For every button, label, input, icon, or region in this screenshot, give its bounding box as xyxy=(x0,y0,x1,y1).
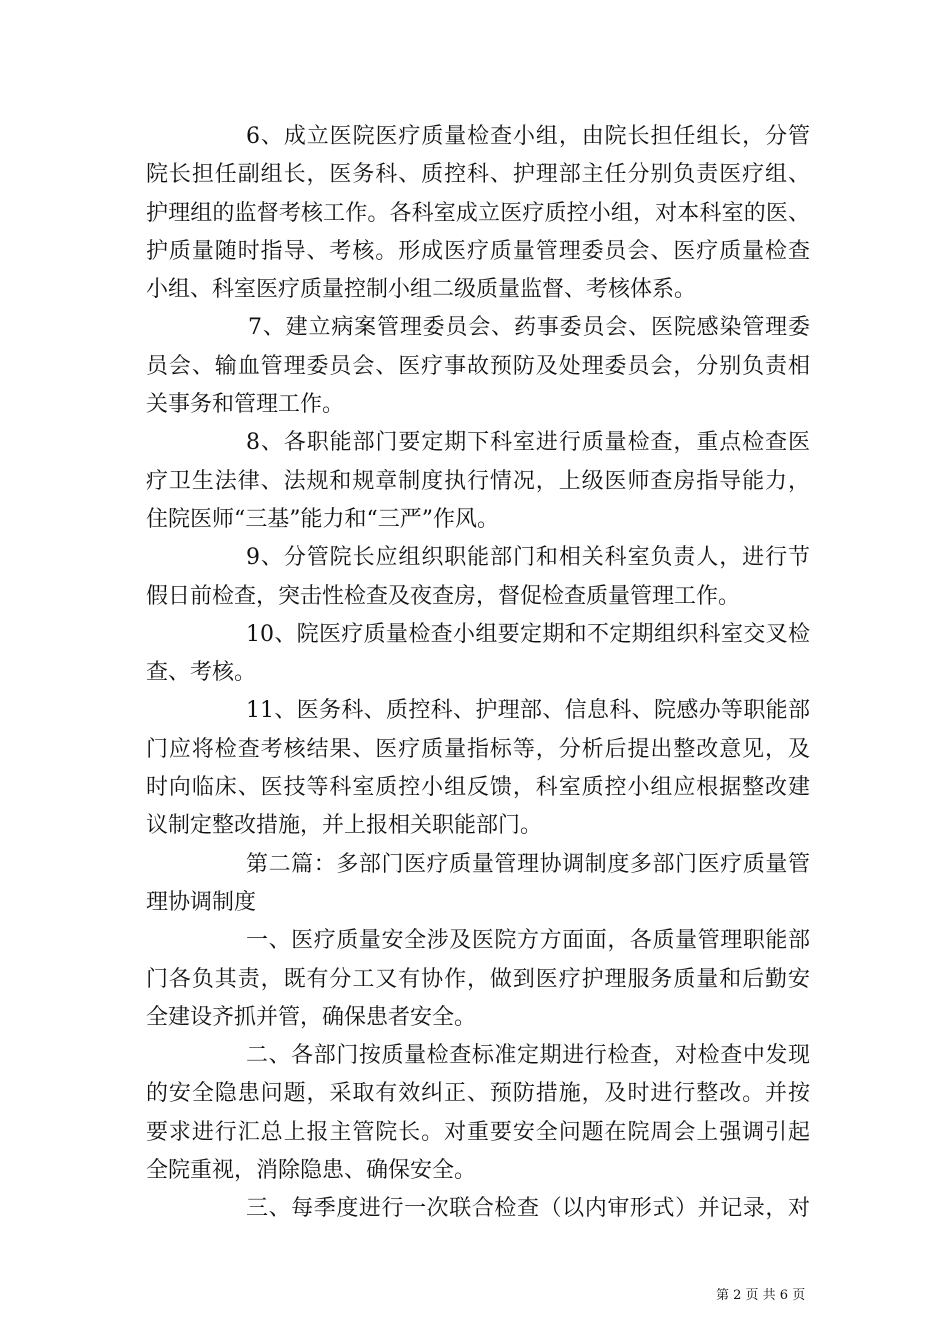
section-1-line-2: 门各负其责，既有分工又有协作，做到医疗护理服务质量和后勤安 xyxy=(146,966,810,992)
paragraph-8-line-1: 8、各职能部门要定期下科室进行质量检查，重点检查医 xyxy=(246,430,810,456)
paragraph-11-line-2: 门应将检查考核结果、医疗质量指标等，分析后提出整改意见，及 xyxy=(146,736,810,762)
paragraph-9-line-2: 假日前检查，突击性检查及夜查房，督促检查质量管理工作。 xyxy=(146,583,741,609)
paragraph-10-line-2: 查、考核。 xyxy=(146,660,257,686)
paragraph-6-line-5: 小组、科室医疗质量控制小组二级质量监督、考核体系。 xyxy=(146,277,697,303)
section-3-line-1: 三、每季度进行一次联合检查（以内审形式）并记录，对 xyxy=(246,1196,810,1222)
section-2-line-4: 全院重视，消除隐患、确保安全。 xyxy=(146,1158,477,1184)
chapter-two-title-line-1: 第二篇：多部门医疗质量管理协调制度多部门医疗质量管 xyxy=(246,851,810,877)
section-2-line-1: 二、各部门按质量检查标准定期进行检查，对检查中发现 xyxy=(246,1043,810,1069)
paragraph-11-line-3: 时向临床、医技等科室质控小组反馈，科室质控小组应根据整改建 xyxy=(146,775,810,801)
paragraph-11-line-1: 11、医务科、质控科、护理部、信息科、院感办等职能部 xyxy=(246,698,810,724)
page-number-footer: 第 2 页 共 6 页 xyxy=(716,1288,806,1303)
section-2-line-3: 要求进行汇总上报主管院长。对重要安全问题在院周会上强调引起 xyxy=(146,1119,810,1145)
document-body xyxy=(146,118,810,1229)
paragraph-6-line-1: 6、成立医院医疗质量检查小组，由院长担任组长，分管 xyxy=(246,124,810,149)
paragraph-6-line-4: 护质量随时指导、考核。形成医疗质量管理委员会、医疗质量检查 xyxy=(146,238,810,264)
section-1-line-1: 一、医疗质量安全涉及医院方方面面，各质量管理职能部 xyxy=(246,928,810,954)
paragraph-7-line-1: 7、建立病案管理委员会、药事委员会、医院感染管理委 xyxy=(248,315,810,341)
chapter-two-title-line-2: 理协调制度 xyxy=(146,889,257,915)
paragraph-6-line-3: 护理组的监督考核工作。各科室成立医疗质控小组，对本科室的医、 xyxy=(146,200,810,226)
paragraph-8-line-2: 疗卫生法律、法规和规章制度执行情况，上级医师查房指导能力， xyxy=(146,468,810,494)
paragraph-11-line-4: 议制定整改措施，并上报相关职能部门。 xyxy=(146,813,543,839)
paragraph-9-line-1: 9、分管院长应组织职能部门和相关科室负责人，进行节 xyxy=(246,545,810,571)
paragraph-8-line-3: 住院医师“三基”能力和“三严”作风。 xyxy=(146,506,499,532)
paragraph-6-line-2: 院长担任副组长，医务科、质控科、护理部主任分别负责医疗组、 xyxy=(146,162,810,188)
section-1-line-3: 全建设齐抓并管，确保患者安全。 xyxy=(146,1004,477,1030)
paragraph-7-line-2: 员会、输血管理委员会、医疗事故预防及处理委员会，分别负责相 xyxy=(146,353,810,379)
paragraph-7-line-3: 关事务和管理工作。 xyxy=(146,392,345,418)
paragraph-10-line-1: 10、院医疗质量检查小组要定期和不定期组织科室交叉检 xyxy=(246,621,810,647)
section-2-line-2: 的安全隐患问题，采取有效纠正、预防措施，及时进行整改。并按 xyxy=(146,1081,810,1107)
